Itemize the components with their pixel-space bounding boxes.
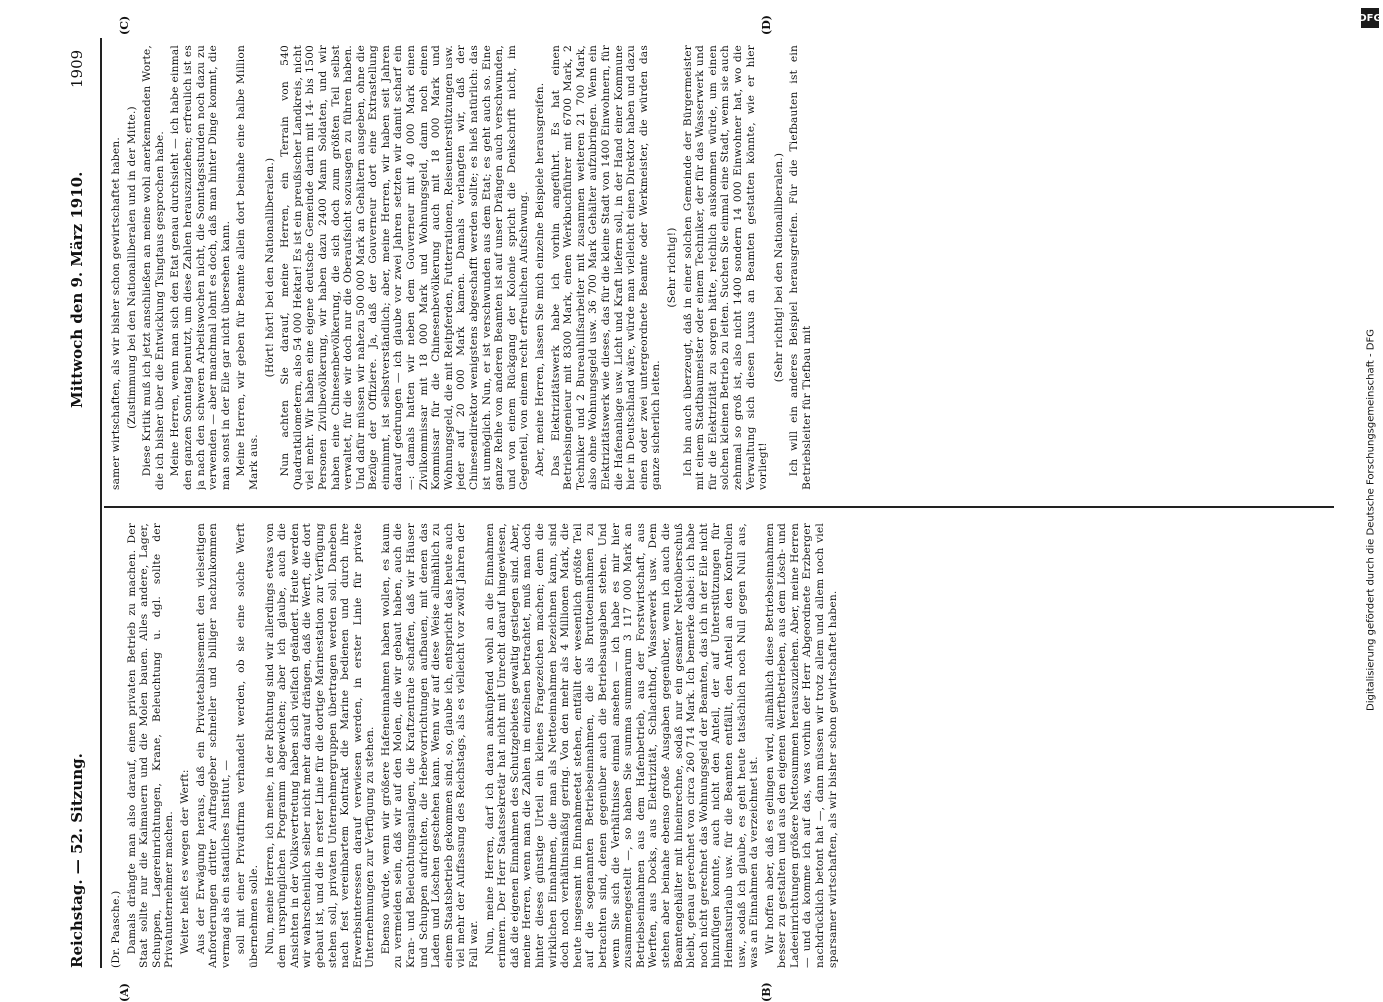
paragraph: Nun achten Sie darauf, meine Herren, ein Terrain von 540 Quadratkilometern, also 54 000 Hektar! Es ist ein preußischer Landkreis, nicht viel mehr. Wir haben eine eigene deutsche Gemeinde darin mit 14- bis 1500 Personen Zivilbevölkerung, wir haben dazu 2400 Mann Soldaten, und wir haben eine Chinesenbevölkerung, die sich doch zum größten Teil selbst verwaltet, für die wir doch nur die Oberaufsicht sozusagen zu führen haben. Und dafür müssen wir nahezu 500 000 Mark an Gehältern ausgeben, ohne die Bezüge der Offiziere. Ja, daß der Gouverneur dort eine Extrastellung einnimmt, ist selbstverständlich; aber, meine Herren, wir haben seit Jahren darauf gedrungen — ich glaube vor zwei Jahren setzten wir damit scharf ein —: damals hatten wir neben dem Gouverneur mit 40 000 Mark einen Zivilkommissar mit 18 000 Mark und Wohnungsgeld, dann noch einen Kommissar für die Chinesenbevölkerung auch mit 18 000 Mark und Wohnungsgeld, die mit Reitpferden, Futterrationen, Reiseunterstützungen usw. jeder auf 20 000 Mark kamen. Damals verlangten wir, daß der Chinesendirektor wenigstens abgeschafft werden sollte; es hieß natürlich: das ist unmöglich. Nun, er ist verschwunden aus dem Etat; es geht auch so. Eine ganze Reihe von anderen Beamten ist auf unser Drängen auch verschwunden, und von einem Rückgang der Kolonie spricht die Denkschrift nicht, im Gegenteil, von einem recht erfreulichen Aufschwung. [279, 45, 531, 490]
header-left: Reichstag. — 52. Sitzung. [68, 753, 86, 968]
rotated-document [60, 15, 1340, 1002]
paragraph: Weiter heißt es wegen der Werft: [178, 769, 191, 955]
paragraph: Ich bin auch überzeugt, daß in einer solchen Gemeinde der Bürgermeister mit einem Stadtbaumeister oder einem Techniker, der für das Wasserwerk und für die Elektrizität zu sorgen hätte, reichlich auskommen würde, um einen solchen kleinen Betrieb zu leiten. Suchen Sie einmal eine Stadt, wenn sie auch zehnmal so groß ist, also nicht 1400 sondern 14 000 Einwohner hat, wo die Verwaltung sich diesen Luxus an Beamten gestatten könnte, wie er hier vorliegt! [681, 45, 770, 490]
right-column [110, 45, 1335, 490]
paragraph: Nun, meine Herren, ich meine, in der Richtung sind wir allerdings etwas von dem ursprünglichen Programm abgewichen; aber ich glaube, auch die Ansichten in der Volksvertretung haben sich vielfach geändert. Heute werden wir wahrscheinlich selber nicht mehr darauf drängen, daß die Werft, die dort gebaut ist, und die in erster Linie für die dortige Marinestation zur Verfügung stehen soll, privaten Unternehmergruppen übertragen werden soll. Daneben nach fest vereinbartem Kontrakt die Marine bedienen und durch ihre Erwerbsinteressen darauf verwiesen werden, in erster Linie für private Unternehmungen zur Verfügung zu stehen. [263, 523, 377, 968]
paragraph: Meine Herren, wir geben für Beamte allein dort beinahe eine halbe Million Mark aus. [235, 45, 260, 490]
paragraph: Ich will ein anderes Beispiel herausgreifen. Für die Tiefbauten ist ein Betriebsleiter für Tiefbau mit [788, 45, 813, 490]
paragraph: Wir hoffen aber, daß es gelingen wird, allmählich diese Betriebseinnahmen besser zu gestalten und aus den eigenen Werftbetrieben, aus dem Lösch- und Ladeeinrichtungen größere Nettosummen herauszuziehen. Aber, meine Herren — und da komme ich auf das, was vorhin der Herr Abgeordnete Erzberger nachdrücklich betont hat —, dann müssen wir trotz allem und allem noch viel sparsamer wirtschaften, als wir bisher schon gewirtschaftet haben. [763, 523, 839, 968]
header-date: Mittwoch den 9. März 1910. [68, 171, 86, 408]
margin-marker-d: (D) [760, 15, 773, 35]
paragraph: Aber, meine Herren, lassen Sie mich einzelne Beispiele herausgreifen. [534, 82, 546, 477]
header-rule [100, 38, 102, 968]
page-number: 1909 [68, 49, 86, 88]
paragraph: Diese Kritik muß ich jetzt anschließen an meine wohl anerkennenden Worte, die ich bisher über die Entwicklung Tsingtaus gesprochen habe. [141, 45, 166, 490]
interjection: (Hört! hört! bei den Nationalliberalen.) [263, 157, 276, 378]
interjection: (Zustimmung bei den Nationalliberalen und in der Mitte.) [125, 106, 138, 429]
dfg-logo-text: DFG [1358, 12, 1382, 24]
running-header [60, 38, 104, 968]
interjection: (Sehr richtig! bei den Nationalliberalen.) [772, 152, 785, 383]
paragraph: Meine Herren, wenn man sich den Etat genau durchsieht — ich habe einmal den ganzen Sonntag benutzt, um diese Zahlen herauszuziehen; erfreulich ist es ja nach den schweren Arbeitswochen nicht, die Sonntagsstunden noch dazu zu verwenden — aber manchmal lohnt es doch, daß man hinter Dinge kommt, die man sonst in der Eile gar nicht übersehen kann. [169, 45, 232, 490]
margin-marker-a: (A) [118, 983, 131, 1002]
digitization-credit: Digitalisierung gefördert durch die Deutsche Forschungsgemeinschaft - DFG [1365, 328, 1377, 712]
margin-marker-c: (C) [118, 15, 131, 35]
speaker-label: (Dr. Paasche.) [110, 890, 122, 968]
paragraph: samer wirtschaften, als wir bisher schon gewirtschaftet haben. [110, 136, 122, 490]
paragraph: Ebenso würde, wenn wir größere Hafeneinnahmen haben wollen, es kaum zu vermeiden sein, daß wir auf den Molen, die wir gebaut haben, auch die Kran- und Beleuchtungsanlagen, die Kraftzentrale schaffen, daß wir Häuser und Schuppen aufrichten, die Hebevorrichtungen aufbauen, mit denen das Laden und Löschen geschehen kann. Wenn wir auf diese Weise allmählich zu einem Staatsbetrieb gekommen sind, so, glaube ich, entspricht das heute auch viel mehr der Auffassung des Reichstags, als es vielleicht vor zwölf Jahren der Fall war. [379, 523, 481, 968]
left-column [110, 523, 1335, 968]
interjection: (Sehr richtig!) [665, 227, 678, 308]
dfg-logo [1358, 8, 1382, 28]
margin-marker-b: (B) [760, 982, 773, 1002]
quote-paragraph: Aus der Erwägung heraus, daß ein Privatetablissement den vielseitigen Anforderungen dritter Auftraggeber schneller und billiger nachzukommen vermag als ein staatliches Institut, — [194, 523, 232, 968]
paragraph: soll mit einer Privatfirma verhandelt werden, ob sie eine solche Werft übernehmen solle. [235, 523, 260, 968]
paragraph: Nun, meine Herren, darf ich daran anknüpfend wohl an die Einnahmen erinnern. Der Herr Staatssekretär hat nicht mit Unrecht darauf hingewiesen, daß die eigenen Einnahmen des Schutzgebietes gewaltig gestiegen sind. Aber, meine Herren, wenn man die Zahlen im einzelnen betrachtet, muß man doch hinter dieses günstige Urteil ein kleines Fragezeichen machen; denn die wirklichen Einnahmen, die man als Nettoeinnahmen bezeichnen kann, sind doch noch verhältnismäßig gering. Von den mehr als 4 Millionen Mark, die heute insgesamt im Einnahmeetat stehen, entfällt der wesentlich größte Teil auf die sogenannten Betriebseinnahmen, die als Bruttoeinnahmen zu betrachten sind, denen gegenüber auch die Betriebsausgaben stehen. Und wenn Sie sich die Verhältnisse einmal ansehen — ich habe es mir hier zusammengestellt —, so haben Sie summa summarum 3 117 000 Mark an Betriebseinnahmen aus dem Hafenbetrieb, aus der Forstwirtschaft, aus Werften, aus Docks, aus Elektrizität, Schlachthof, Wasserwerk usw. Dem stehen aber beinahe ebenso große Ausgaben gegenüber, wenn ich auch die Beamtengehälter mit hineinrechne, sodaß nur ein gesamter Nettoüberschuß bleibt, genau gerechnet von circa 260 714 Mark. Ich bemerke dabei: ich habe noch nicht gerechnet das Wohnungsgeld der Beamten, das ich in der Eile nicht hinzufügen konnte, auch nicht den Anteil, der auf Unterstützungen für Heimatsurlaub usw. für die Beamten entfällt, den Anteil an den Kontrollen usw., sodaß ich glaube, es geht heute tatsächlich noch Null gegen Null aus, was an Einnahmen da verzeichnet ist. [483, 523, 761, 968]
column-divider [104, 506, 1334, 508]
paragraph: Damals drängte man also darauf, einen privaten Betrieb zu machen. Der Staat sollte nur die Kaimauern und die Molen bauen. Alles andere, Lager, Schuppen, Lagereinrichtungen, Krane, Beleuchtung u. dgl. sollte der Privatunternehmer machen. [125, 523, 176, 968]
paragraph: Das Elektrizitätswerk habe ich vorhin angeführt. Es hat einen Betriebsingenieur mit 8300 Mark, einen Werkbuchführer mit 6700 Mark, 2 Techniker und 2 Bureauhilfsarbeiter mit zusammen weiteren 21 700 Mark, also ohne Wohnungsgeld usw. 36 700 Mark Gehälter aufzubringen. Wenn ein Elektrizitätswerk wie dieses, das für die kleine Stadt von 1400 Einwohnern, für die Hafenanlage usw. Licht und Kraft liefern soll, in der Hand einer Kommune hier in Deutschland wäre, würde man vielleicht einen Direktor haben und dazu einen oder zwei untergeordnete Beamte oder Werkmeister, die würden das ganze sicherlich leiten. [549, 45, 663, 490]
